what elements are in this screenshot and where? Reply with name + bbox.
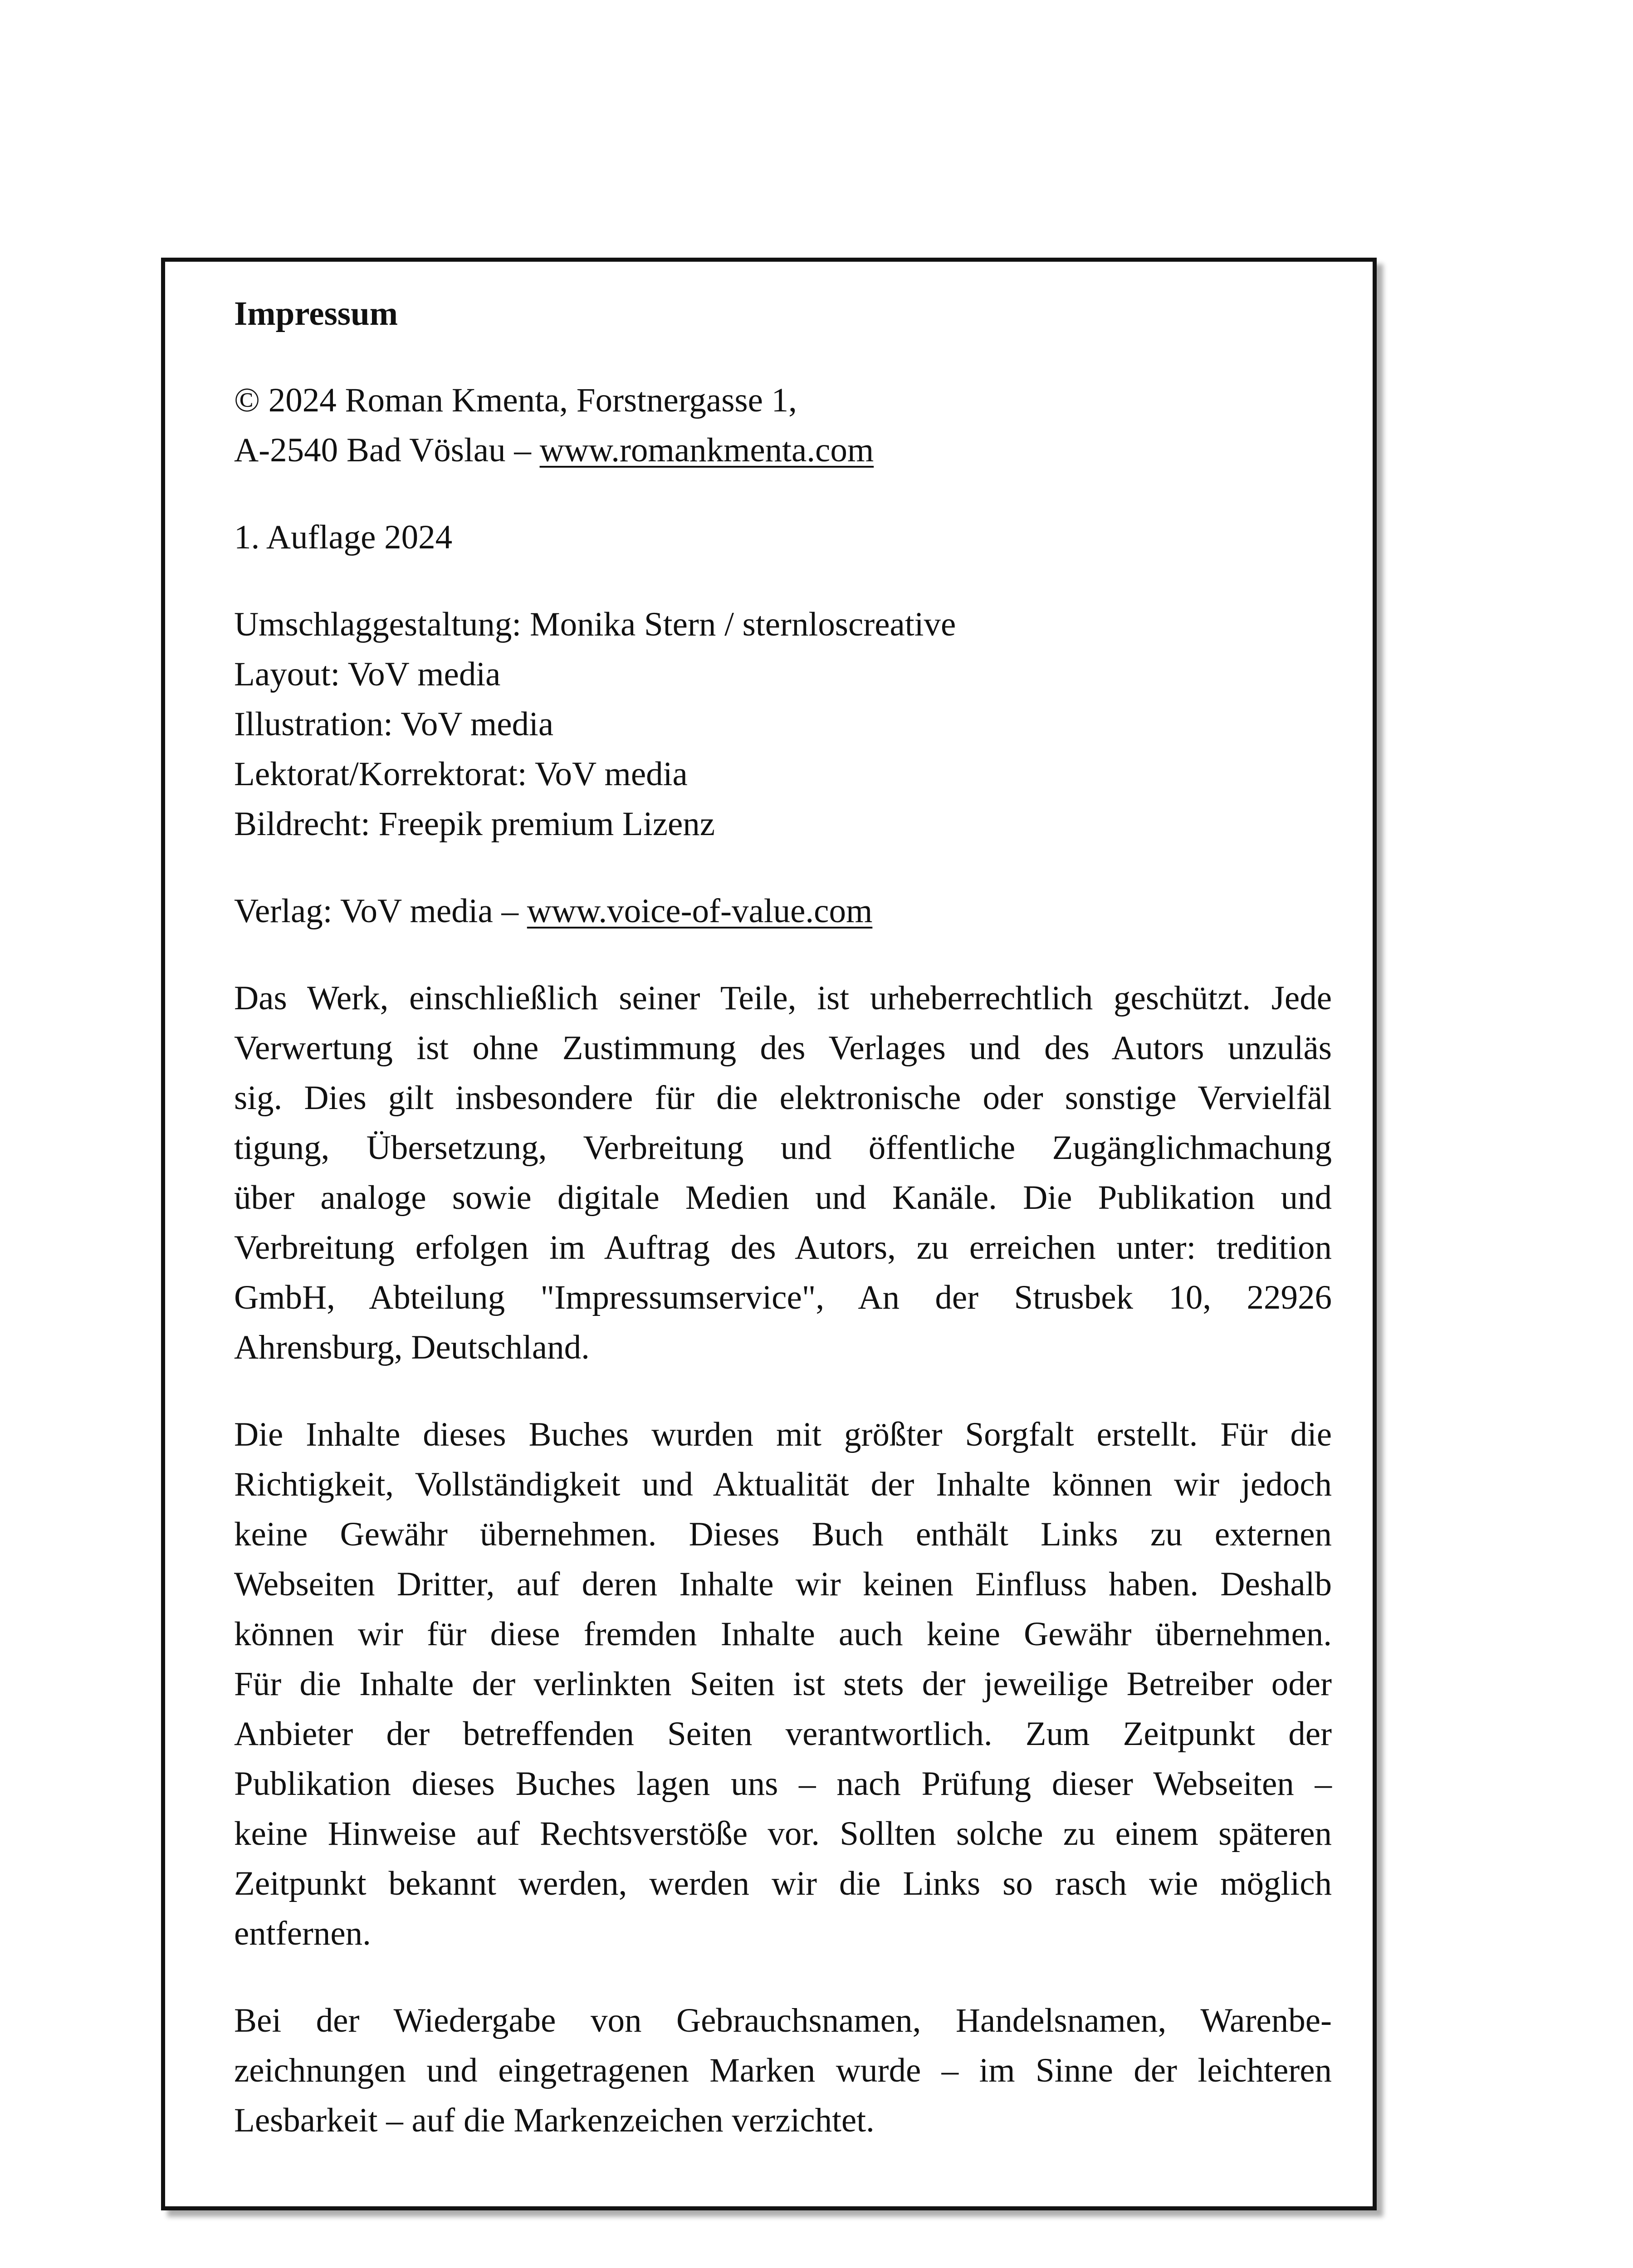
paragraph-line: entfernen. [234, 1915, 371, 1952]
paragraph-line: Verbreitung erfolgen im Auftrag des Autors, zu erreichen unter: tredition [234, 1229, 1332, 1266]
paragraph-line: keine Hinweise auf Rechtsverstöße vor. Sollten solche zu einem späteren [234, 1815, 1332, 1853]
copyright-line: © 2024 Roman Kmenta, Forstnergasse 1, [234, 381, 797, 419]
address-line [234, 425, 1332, 475]
imprint-heading: Impressum [234, 295, 398, 332]
paragraph-line: Zeitpunkt bekannt werden, werden wir die Links so rasch wie möglich [234, 1865, 1332, 1902]
paragraph-line: Webseiten Dritter, auf deren Inhalte wir keinen Einfluss haben. Deshalb [234, 1565, 1332, 1603]
paragraph-line: Ahrensburg, Deutschland. [234, 1329, 590, 1366]
disclaimer-paragraph [234, 1410, 1332, 1959]
paragraph-line: Lesbarkeit – auf die Markenzeichen verzichtet. [234, 2102, 875, 2139]
paragraph-line: tigung, Übersetzung, Verbreitung und öffentliche Zugänglichmachung [234, 1129, 1332, 1167]
edition-line: 1. Auflage 2024 [234, 518, 453, 556]
paragraph-line: Verwertung ist ohne Zustimmung des Verlages und des Autors unzuläs [234, 1029, 1332, 1067]
paragraph-line: keine Gewähr übernehmen. Dieses Buch enthält Links zu externen [234, 1515, 1332, 1553]
paragraph-line: zeichnungen und eingetragenen Marken wurde – im Sinne der leichteren [234, 2052, 1332, 2089]
paragraph-line: sig. Dies gilt insbesondere für die elektronische oder sonstige Vervielfäl [234, 1079, 1332, 1117]
address-text: A-2540 Bad Vöslau – [234, 431, 540, 469]
credit-image-rights: Bildrecht: Freepik premium Lizenz [234, 805, 715, 843]
author-website-link[interactable]: www.romankmenta.com [539, 431, 874, 469]
paragraph-line: Für die Inhalte der verlinkten Seiten ist stets der jeweilige Betreiber oder [234, 1665, 1332, 1703]
trademark-paragraph [234, 1996, 1332, 2146]
copyright-paragraph [234, 973, 1332, 1373]
paragraph-line: GmbH, Abteilung "Impressumservice", An der Strusbek 10, 22926 [234, 1279, 1332, 1316]
paragraph-line: über analoge sowie digitale Medien und Kanäle. Die Publikation und [234, 1179, 1332, 1217]
credit-cover-design: Umschlaggestaltung: Monika Stern / sternloscreative [234, 606, 956, 643]
paragraph-line: Anbieter der betreffenden Seiten verantwortlich. Zum Zeitpunkt der [234, 1715, 1332, 1753]
publisher-text: Verlag: VoV media – [234, 892, 527, 930]
paragraph-line: Die Inhalte dieses Buches wurden mit größter Sorgfalt erstellt. Für die [234, 1416, 1332, 1453]
paragraph-line: Bei der Wiedergabe von Gebrauchsnamen, Handelsnamen, Warenbe- [234, 2002, 1332, 2039]
copyright-block [234, 376, 1332, 475]
publisher-line [234, 886, 1332, 936]
credit-illustration: Illustration: VoV media [234, 705, 554, 743]
paragraph-line: Richtigkeit, Vollständigkeit und Aktualität der Inhalte können wir jedoch [234, 1466, 1332, 1503]
paragraph-line: Publikation dieses Buches lagen uns – nach Prüfung dieser Webseiten – [234, 1765, 1332, 1803]
paragraph-line: können wir für diese fremden Inhalte auch keine Gewähr übernehmen. [234, 1615, 1332, 1653]
credits-block [234, 600, 1332, 849]
paragraph-line: Das Werk, einschließlich seiner Teile, ist urheberrechtlich geschützt. Jede [234, 979, 1332, 1017]
imprint-content [234, 289, 1332, 2183]
credit-editing: Lektorat/Korrektorat: VoV media [234, 755, 688, 793]
credit-layout: Layout: VoV media [234, 655, 501, 693]
publisher-website-link[interactable]: www.voice-of-value.com [527, 892, 873, 930]
imprint-box [161, 258, 1377, 2210]
